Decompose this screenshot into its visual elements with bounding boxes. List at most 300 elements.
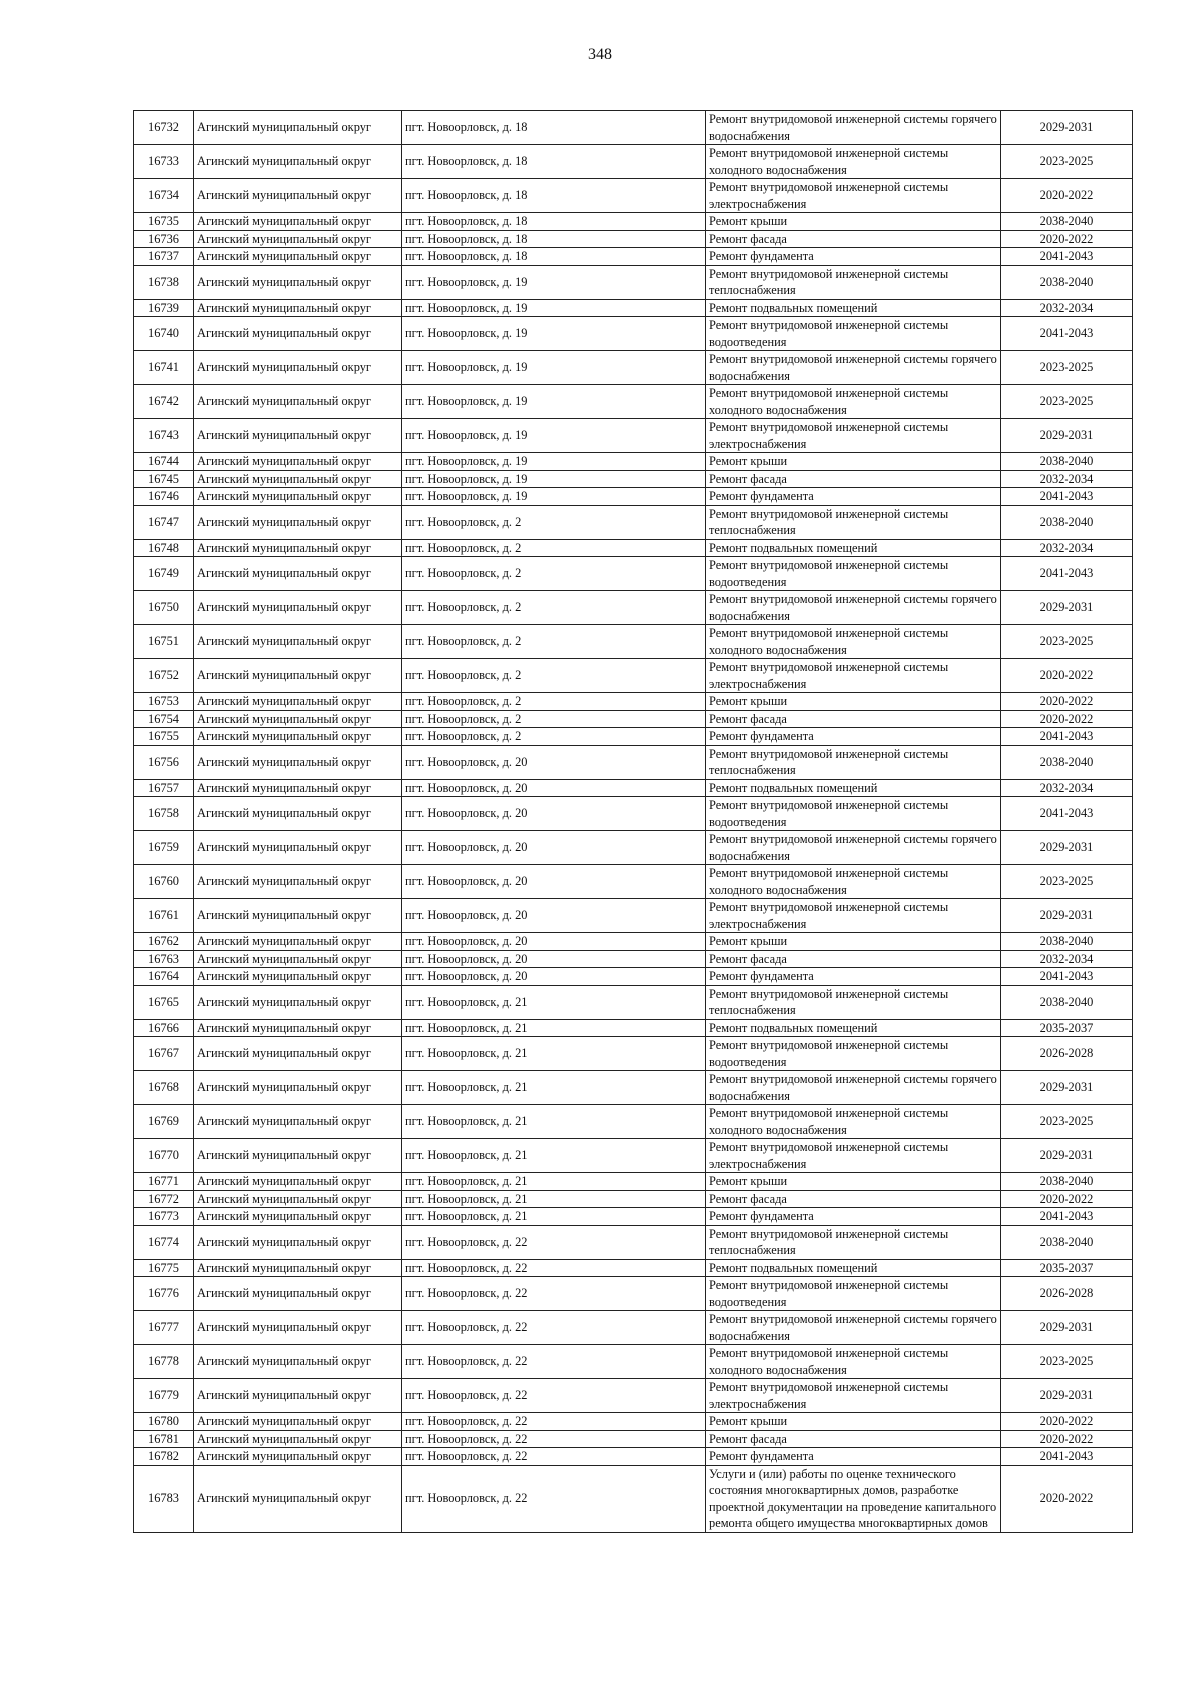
period-cell: 2041-2043 bbox=[1001, 797, 1133, 831]
table-row bbox=[134, 899, 1133, 933]
row-number-cell: 16763 bbox=[134, 950, 194, 968]
district-cell: Агинский муниципальный округ bbox=[194, 1448, 402, 1466]
table-row bbox=[134, 470, 1133, 488]
district-cell: Агинский муниципальный округ bbox=[194, 710, 402, 728]
period-cell: 2026-2028 bbox=[1001, 1037, 1133, 1071]
work-type-cell: Ремонт внутридомовой инженерной системы теплоснабжения bbox=[706, 1225, 1001, 1259]
period-cell: 2026-2028 bbox=[1001, 1277, 1133, 1311]
table-row bbox=[134, 1379, 1133, 1413]
period-cell: 2029-2031 bbox=[1001, 831, 1133, 865]
row-number-cell: 16756 bbox=[134, 745, 194, 779]
district-cell: Агинский муниципальный округ bbox=[194, 659, 402, 693]
period-cell: 2020-2022 bbox=[1001, 1413, 1133, 1431]
district-cell: Агинский муниципальный округ bbox=[194, 539, 402, 557]
district-cell: Агинский муниципальный округ bbox=[194, 950, 402, 968]
table-row bbox=[134, 317, 1133, 351]
period-cell: 2038-2040 bbox=[1001, 933, 1133, 951]
district-cell: Агинский муниципальный округ bbox=[194, 470, 402, 488]
district-cell: Агинский муниципальный округ bbox=[194, 299, 402, 317]
period-cell: 2020-2022 bbox=[1001, 179, 1133, 213]
period-cell: 2023-2025 bbox=[1001, 351, 1133, 385]
period-cell: 2020-2022 bbox=[1001, 1465, 1133, 1532]
district-cell: Агинский муниципальный округ bbox=[194, 693, 402, 711]
row-number-cell: 16778 bbox=[134, 1345, 194, 1379]
table-row bbox=[134, 1105, 1133, 1139]
period-cell: 2023-2025 bbox=[1001, 625, 1133, 659]
work-type-cell: Ремонт фундамента bbox=[706, 728, 1001, 746]
district-cell: Агинский муниципальный округ bbox=[194, 1173, 402, 1191]
table-row bbox=[134, 950, 1133, 968]
period-cell: 2038-2040 bbox=[1001, 505, 1133, 539]
address-cell: пгт. Новоорловск, д. 2 bbox=[402, 505, 706, 539]
work-type-cell: Ремонт внутридомовой инженерной системы холодного водоснабжения bbox=[706, 1105, 1001, 1139]
table-row bbox=[134, 985, 1133, 1019]
work-type-cell: Ремонт фундамента bbox=[706, 248, 1001, 266]
district-cell: Агинский муниципальный округ bbox=[194, 1019, 402, 1037]
district-cell: Агинский муниципальный округ bbox=[194, 831, 402, 865]
district-cell: Агинский муниципальный округ bbox=[194, 1259, 402, 1277]
row-number-cell: 16747 bbox=[134, 505, 194, 539]
work-type-cell: Ремонт внутридомовой инженерной системы теплоснабжения bbox=[706, 265, 1001, 299]
address-cell: пгт. Новоорловск, д. 18 bbox=[402, 145, 706, 179]
period-cell: 2023-2025 bbox=[1001, 385, 1133, 419]
work-type-cell: Ремонт фасада bbox=[706, 710, 1001, 728]
row-number-cell: 16776 bbox=[134, 1277, 194, 1311]
district-cell: Агинский муниципальный округ bbox=[194, 419, 402, 453]
address-cell: пгт. Новоорловск, д. 2 bbox=[402, 557, 706, 591]
work-type-cell: Ремонт фундамента bbox=[706, 488, 1001, 506]
address-cell: пгт. Новоорловск, д. 20 bbox=[402, 899, 706, 933]
address-cell: пгт. Новоорловск, д. 18 bbox=[402, 111, 706, 145]
row-number-cell: 16783 bbox=[134, 1465, 194, 1532]
table-row bbox=[134, 145, 1133, 179]
row-number-cell: 16773 bbox=[134, 1208, 194, 1226]
row-number-cell: 16737 bbox=[134, 248, 194, 266]
address-cell: пгт. Новоорловск, д. 22 bbox=[402, 1277, 706, 1311]
period-cell: 2038-2040 bbox=[1001, 1173, 1133, 1191]
work-type-cell: Ремонт крыши bbox=[706, 693, 1001, 711]
district-cell: Агинский муниципальный округ bbox=[194, 557, 402, 591]
district-cell: Агинский муниципальный округ bbox=[194, 1208, 402, 1226]
work-type-cell: Ремонт фасада bbox=[706, 1190, 1001, 1208]
work-type-cell: Ремонт крыши bbox=[706, 213, 1001, 231]
address-cell: пгт. Новоорловск, д. 21 bbox=[402, 1208, 706, 1226]
table-row bbox=[134, 710, 1133, 728]
work-type-cell: Ремонт внутридомовой инженерной системы водоотведения bbox=[706, 557, 1001, 591]
address-cell: пгт. Новоорловск, д. 22 bbox=[402, 1225, 706, 1259]
work-type-cell: Ремонт внутридомовой инженерной системы теплоснабжения bbox=[706, 985, 1001, 1019]
table-row bbox=[134, 1430, 1133, 1448]
period-cell: 2023-2025 bbox=[1001, 1345, 1133, 1379]
work-type-cell: Ремонт подвальных помещений bbox=[706, 299, 1001, 317]
work-type-cell: Ремонт внутридомовой инженерной системы холодного водоснабжения bbox=[706, 145, 1001, 179]
table-row bbox=[134, 385, 1133, 419]
table-row bbox=[134, 539, 1133, 557]
period-cell: 2041-2043 bbox=[1001, 248, 1133, 266]
table-row bbox=[134, 693, 1133, 711]
row-number-cell: 16759 bbox=[134, 831, 194, 865]
district-cell: Агинский муниципальный округ bbox=[194, 1277, 402, 1311]
address-cell: пгт. Новоорловск, д. 2 bbox=[402, 591, 706, 625]
table-row bbox=[134, 453, 1133, 471]
district-cell: Агинский муниципальный округ bbox=[194, 1071, 402, 1105]
work-type-cell: Ремонт внутридомовой инженерной системы водоотведения bbox=[706, 1277, 1001, 1311]
address-cell: пгт. Новоорловск, д. 22 bbox=[402, 1448, 706, 1466]
address-cell: пгт. Новоорловск, д. 22 bbox=[402, 1345, 706, 1379]
work-type-cell: Ремонт внутридомовой инженерной системы электроснабжения bbox=[706, 1139, 1001, 1173]
row-number-cell: 16761 bbox=[134, 899, 194, 933]
district-cell: Агинский муниципальный округ bbox=[194, 385, 402, 419]
work-type-cell: Ремонт внутридомовой инженерной системы водоотведения bbox=[706, 797, 1001, 831]
row-number-cell: 16760 bbox=[134, 865, 194, 899]
district-cell: Агинский муниципальный округ bbox=[194, 1345, 402, 1379]
district-cell: Агинский муниципальный округ bbox=[194, 453, 402, 471]
period-cell: 2041-2043 bbox=[1001, 1208, 1133, 1226]
work-type-cell: Ремонт внутридомовой инженерной системы горячего водоснабжения bbox=[706, 831, 1001, 865]
work-type-cell: Ремонт внутридомовой инженерной системы холодного водоснабжения bbox=[706, 625, 1001, 659]
table-row bbox=[134, 1311, 1133, 1345]
table-row bbox=[134, 831, 1133, 865]
table-row bbox=[134, 351, 1133, 385]
period-cell: 2038-2040 bbox=[1001, 745, 1133, 779]
table-row bbox=[134, 1448, 1133, 1466]
row-number-cell: 16758 bbox=[134, 797, 194, 831]
row-number-cell: 16740 bbox=[134, 317, 194, 351]
address-cell: пгт. Новоорловск, д. 19 bbox=[402, 317, 706, 351]
district-cell: Агинский муниципальный округ bbox=[194, 1037, 402, 1071]
table-row bbox=[134, 505, 1133, 539]
period-cell: 2023-2025 bbox=[1001, 145, 1133, 179]
district-cell: Агинский муниципальный округ bbox=[194, 728, 402, 746]
district-cell: Агинский муниципальный округ bbox=[194, 625, 402, 659]
period-cell: 2032-2034 bbox=[1001, 950, 1133, 968]
address-cell: пгт. Новоорловск, д. 20 bbox=[402, 950, 706, 968]
address-cell: пгт. Новоорловск, д. 18 bbox=[402, 213, 706, 231]
table-row bbox=[134, 728, 1133, 746]
district-cell: Агинский муниципальный округ bbox=[194, 985, 402, 1019]
work-type-cell: Ремонт фундамента bbox=[706, 1448, 1001, 1466]
table-row bbox=[134, 1413, 1133, 1431]
table-row bbox=[134, 111, 1133, 145]
period-cell: 2029-2031 bbox=[1001, 899, 1133, 933]
period-cell: 2023-2025 bbox=[1001, 1105, 1133, 1139]
district-cell: Агинский муниципальный округ bbox=[194, 591, 402, 625]
address-cell: пгт. Новоорловск, д. 20 bbox=[402, 745, 706, 779]
table-row bbox=[134, 1173, 1133, 1191]
work-type-cell: Ремонт внутридомовой инженерной системы теплоснабжения bbox=[706, 505, 1001, 539]
table-row bbox=[134, 625, 1133, 659]
work-type-cell: Ремонт внутридомовой инженерной системы электроснабжения bbox=[706, 659, 1001, 693]
row-number-cell: 16779 bbox=[134, 1379, 194, 1413]
row-number-cell: 16767 bbox=[134, 1037, 194, 1071]
period-cell: 2029-2031 bbox=[1001, 1071, 1133, 1105]
district-cell: Агинский муниципальный округ bbox=[194, 1139, 402, 1173]
row-number-cell: 16736 bbox=[134, 230, 194, 248]
row-number-cell: 16770 bbox=[134, 1139, 194, 1173]
district-cell: Агинский муниципальный округ bbox=[194, 488, 402, 506]
district-cell: Агинский муниципальный округ bbox=[194, 899, 402, 933]
table-row bbox=[134, 591, 1133, 625]
table-row bbox=[134, 1277, 1133, 1311]
district-cell: Агинский муниципальный округ bbox=[194, 505, 402, 539]
address-cell: пгт. Новоорловск, д. 22 bbox=[402, 1413, 706, 1431]
district-cell: Агинский муниципальный округ bbox=[194, 265, 402, 299]
address-cell: пгт. Новоорловск, д. 21 bbox=[402, 1037, 706, 1071]
table-row bbox=[134, 488, 1133, 506]
row-number-cell: 16751 bbox=[134, 625, 194, 659]
period-cell: 2035-2037 bbox=[1001, 1019, 1133, 1037]
address-cell: пгт. Новоорловск, д. 19 bbox=[402, 419, 706, 453]
row-number-cell: 16754 bbox=[134, 710, 194, 728]
address-cell: пгт. Новоорловск, д. 19 bbox=[402, 385, 706, 419]
row-number-cell: 16750 bbox=[134, 591, 194, 625]
address-cell: пгт. Новоорловск, д. 2 bbox=[402, 625, 706, 659]
address-cell: пгт. Новоорловск, д. 21 bbox=[402, 1019, 706, 1037]
period-cell: 2020-2022 bbox=[1001, 1190, 1133, 1208]
table-row bbox=[134, 557, 1133, 591]
row-number-cell: 16741 bbox=[134, 351, 194, 385]
work-type-cell: Ремонт подвальных помещений bbox=[706, 779, 1001, 797]
address-cell: пгт. Новоорловск, д. 19 bbox=[402, 470, 706, 488]
address-cell: пгт. Новоорловск, д. 19 bbox=[402, 351, 706, 385]
period-cell: 2035-2037 bbox=[1001, 1259, 1133, 1277]
repair-schedule-table bbox=[133, 110, 1133, 1533]
address-cell: пгт. Новоорловск, д. 20 bbox=[402, 831, 706, 865]
address-cell: пгт. Новоорловск, д. 21 bbox=[402, 1190, 706, 1208]
address-cell: пгт. Новоорловск, д. 21 bbox=[402, 985, 706, 1019]
address-cell: пгт. Новоорловск, д. 20 bbox=[402, 865, 706, 899]
row-number-cell: 16738 bbox=[134, 265, 194, 299]
work-type-cell: Ремонт фасада bbox=[706, 1430, 1001, 1448]
table-row bbox=[134, 797, 1133, 831]
address-cell: пгт. Новоорловск, д. 19 bbox=[402, 488, 706, 506]
address-cell: пгт. Новоорловск, д. 20 bbox=[402, 779, 706, 797]
work-type-cell: Ремонт внутридомовой инженерной системы водоотведения bbox=[706, 1037, 1001, 1071]
period-cell: 2020-2022 bbox=[1001, 659, 1133, 693]
table-row bbox=[134, 1208, 1133, 1226]
period-cell: 2020-2022 bbox=[1001, 230, 1133, 248]
table-row bbox=[134, 179, 1133, 213]
row-number-cell: 16744 bbox=[134, 453, 194, 471]
period-cell: 2038-2040 bbox=[1001, 265, 1133, 299]
district-cell: Агинский муниципальный округ bbox=[194, 230, 402, 248]
district-cell: Агинский муниципальный округ bbox=[194, 351, 402, 385]
address-cell: пгт. Новоорловск, д. 18 bbox=[402, 179, 706, 213]
address-cell: пгт. Новоорловск, д. 2 bbox=[402, 659, 706, 693]
row-number-cell: 16775 bbox=[134, 1259, 194, 1277]
period-cell: 2038-2040 bbox=[1001, 985, 1133, 1019]
district-cell: Агинский муниципальный округ bbox=[194, 1190, 402, 1208]
row-number-cell: 16772 bbox=[134, 1190, 194, 1208]
table-row bbox=[134, 1037, 1133, 1071]
row-number-cell: 16745 bbox=[134, 470, 194, 488]
table-body bbox=[134, 111, 1133, 1533]
row-number-cell: 16733 bbox=[134, 145, 194, 179]
period-cell: 2038-2040 bbox=[1001, 1225, 1133, 1259]
period-cell: 2032-2034 bbox=[1001, 779, 1133, 797]
table-row bbox=[134, 745, 1133, 779]
table-row bbox=[134, 1345, 1133, 1379]
address-cell: пгт. Новоорловск, д. 22 bbox=[402, 1311, 706, 1345]
table-row bbox=[134, 1139, 1133, 1173]
work-type-cell: Ремонт внутридомовой инженерной системы электроснабжения bbox=[706, 899, 1001, 933]
period-cell: 2029-2031 bbox=[1001, 1311, 1133, 1345]
work-type-cell: Ремонт крыши bbox=[706, 933, 1001, 951]
period-cell: 2041-2043 bbox=[1001, 728, 1133, 746]
work-type-cell: Ремонт внутридомовой инженерной системы горячего водоснабжения bbox=[706, 1071, 1001, 1105]
address-cell: пгт. Новоорловск, д. 21 bbox=[402, 1071, 706, 1105]
row-number-cell: 16762 bbox=[134, 933, 194, 951]
work-type-cell: Ремонт внутридомовой инженерной системы холодного водоснабжения bbox=[706, 865, 1001, 899]
district-cell: Агинский муниципальный округ bbox=[194, 317, 402, 351]
address-cell: пгт. Новоорловск, д. 19 bbox=[402, 265, 706, 299]
district-cell: Агинский муниципальный округ bbox=[194, 933, 402, 951]
table-row bbox=[134, 299, 1133, 317]
work-type-cell: Ремонт фасада bbox=[706, 950, 1001, 968]
table-row bbox=[134, 265, 1133, 299]
address-cell: пгт. Новоорловск, д. 22 bbox=[402, 1430, 706, 1448]
row-number-cell: 16757 bbox=[134, 779, 194, 797]
row-number-cell: 16771 bbox=[134, 1173, 194, 1191]
period-cell: 2041-2043 bbox=[1001, 317, 1133, 351]
table-row bbox=[134, 1071, 1133, 1105]
district-cell: Агинский муниципальный округ bbox=[194, 865, 402, 899]
row-number-cell: 16735 bbox=[134, 213, 194, 231]
period-cell: 2041-2043 bbox=[1001, 1448, 1133, 1466]
address-cell: пгт. Новоорловск, д. 18 bbox=[402, 248, 706, 266]
table-row bbox=[134, 1465, 1133, 1532]
district-cell: Агинский муниципальный округ bbox=[194, 248, 402, 266]
table-row bbox=[134, 933, 1133, 951]
row-number-cell: 16743 bbox=[134, 419, 194, 453]
row-number-cell: 16780 bbox=[134, 1413, 194, 1431]
district-cell: Агинский муниципальный округ bbox=[194, 213, 402, 231]
period-cell: 2029-2031 bbox=[1001, 111, 1133, 145]
period-cell: 2020-2022 bbox=[1001, 1430, 1133, 1448]
address-cell: пгт. Новоорловск, д. 20 bbox=[402, 933, 706, 951]
district-cell: Агинский муниципальный округ bbox=[194, 1379, 402, 1413]
row-number-cell: 16768 bbox=[134, 1071, 194, 1105]
row-number-cell: 16742 bbox=[134, 385, 194, 419]
period-cell: 2032-2034 bbox=[1001, 539, 1133, 557]
period-cell: 2041-2043 bbox=[1001, 968, 1133, 986]
period-cell: 2029-2031 bbox=[1001, 1139, 1133, 1173]
district-cell: Агинский муниципальный округ bbox=[194, 1413, 402, 1431]
work-type-cell: Ремонт внутридомовой инженерной системы горячего водоснабжения bbox=[706, 591, 1001, 625]
table-row bbox=[134, 659, 1133, 693]
period-cell: 2023-2025 bbox=[1001, 865, 1133, 899]
page-number: 348 bbox=[588, 46, 612, 63]
work-type-cell: Ремонт фундамента bbox=[706, 1208, 1001, 1226]
row-number-cell: 16732 bbox=[134, 111, 194, 145]
work-type-cell: Ремонт внутридомовой инженерной системы электроснабжения bbox=[706, 179, 1001, 213]
district-cell: Агинский муниципальный округ bbox=[194, 797, 402, 831]
work-type-cell: Услуги и (или) работы по оценке технического состояния многоквартирных домов, разработке проектной документации на проведение капитального ремонта общего имущества многоквартирных домов bbox=[706, 1465, 1001, 1532]
period-cell: 2029-2031 bbox=[1001, 419, 1133, 453]
row-number-cell: 16769 bbox=[134, 1105, 194, 1139]
work-type-cell: Ремонт подвальных помещений bbox=[706, 539, 1001, 557]
row-number-cell: 16777 bbox=[134, 1311, 194, 1345]
table-row bbox=[134, 213, 1133, 231]
work-type-cell: Ремонт подвальных помещений bbox=[706, 1259, 1001, 1277]
table-row bbox=[134, 230, 1133, 248]
row-number-cell: 16734 bbox=[134, 179, 194, 213]
district-cell: Агинский муниципальный округ bbox=[194, 179, 402, 213]
address-cell: пгт. Новоорловск, д. 21 bbox=[402, 1105, 706, 1139]
work-type-cell: Ремонт внутридомовой инженерной системы водоотведения bbox=[706, 317, 1001, 351]
work-type-cell: Ремонт крыши bbox=[706, 1173, 1001, 1191]
district-cell: Агинский муниципальный округ bbox=[194, 1311, 402, 1345]
work-type-cell: Ремонт крыши bbox=[706, 453, 1001, 471]
address-cell: пгт. Новоорловск, д. 21 bbox=[402, 1139, 706, 1173]
table-row bbox=[134, 248, 1133, 266]
work-type-cell: Ремонт внутридомовой инженерной системы электроснабжения bbox=[706, 419, 1001, 453]
table-row bbox=[134, 1019, 1133, 1037]
work-type-cell: Ремонт внутридомовой инженерной системы холодного водоснабжения bbox=[706, 385, 1001, 419]
period-cell: 2020-2022 bbox=[1001, 693, 1133, 711]
period-cell: 2020-2022 bbox=[1001, 710, 1133, 728]
period-cell: 2032-2034 bbox=[1001, 299, 1133, 317]
period-cell: 2032-2034 bbox=[1001, 470, 1133, 488]
address-cell: пгт. Новоорловск, д. 21 bbox=[402, 1173, 706, 1191]
table-row bbox=[134, 779, 1133, 797]
work-type-cell: Ремонт внутридомовой инженерной системы горячего водоснабжения bbox=[706, 1311, 1001, 1345]
address-cell: пгт. Новоорловск, д. 22 bbox=[402, 1465, 706, 1532]
period-cell: 2041-2043 bbox=[1001, 557, 1133, 591]
address-cell: пгт. Новоорловск, д. 2 bbox=[402, 710, 706, 728]
district-cell: Агинский муниципальный округ bbox=[194, 745, 402, 779]
table-row bbox=[134, 1259, 1133, 1277]
district-cell: Агинский муниципальный округ bbox=[194, 968, 402, 986]
row-number-cell: 16755 bbox=[134, 728, 194, 746]
address-cell: пгт. Новоорловск, д. 2 bbox=[402, 539, 706, 557]
row-number-cell: 16764 bbox=[134, 968, 194, 986]
row-number-cell: 16781 bbox=[134, 1430, 194, 1448]
address-cell: пгт. Новоорловск, д. 20 bbox=[402, 968, 706, 986]
period-cell: 2038-2040 bbox=[1001, 213, 1133, 231]
address-cell: пгт. Новоорловск, д. 2 bbox=[402, 728, 706, 746]
row-number-cell: 16774 bbox=[134, 1225, 194, 1259]
district-cell: Агинский муниципальный округ bbox=[194, 1105, 402, 1139]
work-type-cell: Ремонт внутридомовой инженерной системы горячего водоснабжения bbox=[706, 351, 1001, 385]
row-number-cell: 16749 bbox=[134, 557, 194, 591]
work-type-cell: Ремонт фундамента bbox=[706, 968, 1001, 986]
work-type-cell: Ремонт фасада bbox=[706, 470, 1001, 488]
row-number-cell: 16766 bbox=[134, 1019, 194, 1037]
row-number-cell: 16753 bbox=[134, 693, 194, 711]
row-number-cell: 16752 bbox=[134, 659, 194, 693]
district-cell: Агинский муниципальный округ bbox=[194, 1225, 402, 1259]
table-row bbox=[134, 865, 1133, 899]
address-cell: пгт. Новоорловск, д. 19 bbox=[402, 299, 706, 317]
work-type-cell: Ремонт внутридомовой инженерной системы холодного водоснабжения bbox=[706, 1345, 1001, 1379]
work-type-cell: Ремонт подвальных помещений bbox=[706, 1019, 1001, 1037]
work-type-cell: Ремонт внутридомовой инженерной системы теплоснабжения bbox=[706, 745, 1001, 779]
period-cell: 2029-2031 bbox=[1001, 591, 1133, 625]
district-cell: Агинский муниципальный округ bbox=[194, 111, 402, 145]
district-cell: Агинский муниципальный округ bbox=[194, 1465, 402, 1532]
district-cell: Агинский муниципальный округ bbox=[194, 779, 402, 797]
district-cell: Агинский муниципальный округ bbox=[194, 145, 402, 179]
table-row bbox=[134, 1225, 1133, 1259]
address-cell: пгт. Новоорловск, д. 22 bbox=[402, 1379, 706, 1413]
row-number-cell: 16748 bbox=[134, 539, 194, 557]
period-cell: 2029-2031 bbox=[1001, 1379, 1133, 1413]
row-number-cell: 16746 bbox=[134, 488, 194, 506]
table-row bbox=[134, 419, 1133, 453]
period-cell: 2038-2040 bbox=[1001, 453, 1133, 471]
period-cell: 2041-2043 bbox=[1001, 488, 1133, 506]
